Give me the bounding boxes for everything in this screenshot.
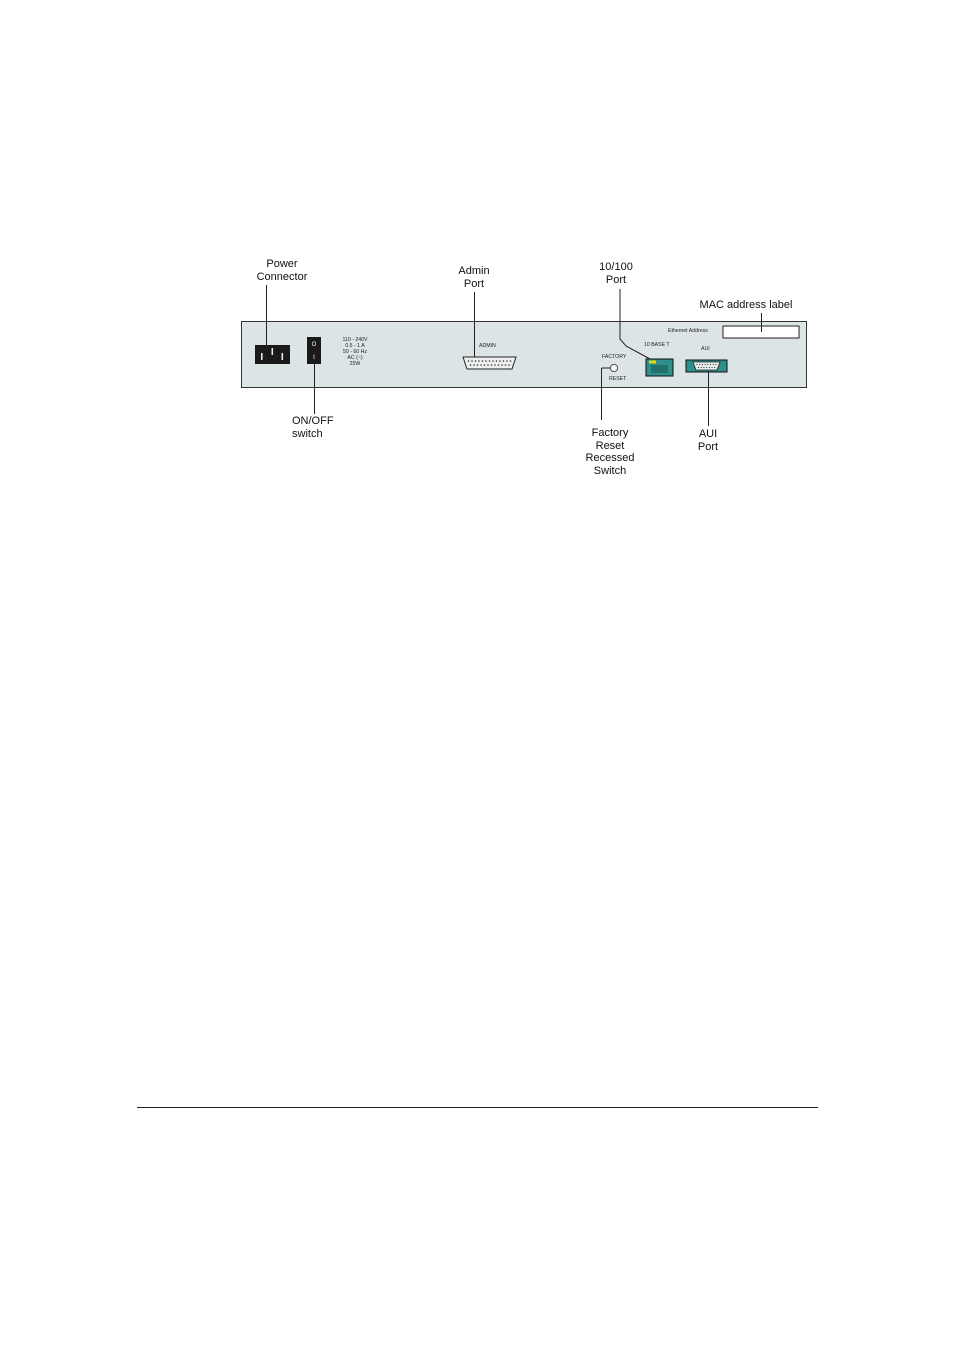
connector-pin: [492, 360, 494, 362]
callout-10-100-port-line2: Port: [605, 273, 627, 286]
connector-pin: [710, 364, 711, 365]
callout-10-100-port-line1: 10/100: [599, 261, 633, 273]
callout-factory-reset-line2: Reset: [595, 439, 625, 452]
connector-pin: [491, 364, 493, 366]
callout-on-off-line1: ON/OFF: [292, 415, 334, 427]
power-connector: [255, 345, 290, 364]
connector-pin: [705, 364, 706, 365]
connector-pin: [699, 364, 700, 365]
callout-factory-reset-line3: Recessed: [585, 452, 635, 464]
connector-pin: [470, 364, 472, 366]
footer-rule: [137, 1107, 818, 1108]
connector-pin: [489, 360, 491, 362]
aui-port-label: AUI: [701, 346, 710, 352]
connector-pin: [506, 360, 508, 362]
callout-mac-address-label-text: MAC address label: [699, 299, 793, 311]
on-off-switch: [307, 337, 321, 364]
ethernet-address-label: Ethernet Address: [668, 328, 708, 334]
connector-pin: [703, 367, 704, 368]
callout-admin-port-line2: Port: [463, 277, 485, 290]
connector-pin: [468, 360, 470, 362]
connector-pin: [487, 364, 489, 366]
switch-on-glyph: I: [313, 355, 315, 361]
connector-pin: [696, 364, 697, 365]
connector-pin: [494, 364, 496, 366]
connector-pin: [503, 360, 505, 362]
connector-pin: [478, 360, 480, 362]
connector-pin: [477, 364, 479, 366]
connector-pin: [709, 367, 710, 368]
connector-pin: [702, 364, 703, 365]
aui-port: [686, 360, 727, 372]
connector-pin: [485, 360, 487, 362]
callout-admin-port-line1: Admin: [458, 265, 490, 277]
callout-on-off-line2: switch: [292, 427, 323, 440]
connector-pin: [713, 364, 714, 365]
power-rating-watts: 25W: [349, 361, 361, 367]
10-base-t-label: 10 BASE T: [644, 342, 670, 348]
admin-port: [463, 357, 516, 369]
callout-power-connector-line2: Connector: [256, 270, 308, 283]
connector-pin: [508, 364, 510, 366]
callout-aui-port-line1: AUI: [698, 428, 718, 440]
connector-pin: [498, 364, 500, 366]
connector-pin: [714, 367, 715, 368]
admin-port-label: ADMIN: [479, 343, 496, 349]
connector-pin: [510, 360, 512, 362]
power-rating-frequency: 50 - 60 Hz: [343, 349, 367, 355]
leader-10-100-port: [620, 289, 650, 359]
power-rating-voltage: 110 - 240V: [342, 337, 368, 343]
connector-pin: [473, 364, 475, 366]
callout-aui-port-line2: Port: [697, 440, 719, 453]
connector-pin: [698, 367, 699, 368]
connector-pin: [480, 364, 482, 366]
factory-label: FACTORY: [602, 354, 627, 360]
link-led: [649, 361, 656, 364]
connector-pin: [715, 364, 716, 365]
power-rating-current: 0.5 - 1 A: [345, 343, 365, 349]
connector-pin: [711, 367, 712, 368]
callout-factory-reset-line1: Factory: [591, 427, 629, 439]
factory-reset-button: [610, 364, 617, 371]
connector-pin: [496, 360, 498, 362]
connector-pin: [706, 367, 707, 368]
connector-pin: [505, 364, 507, 366]
callout-factory-reset-line4: Switch: [593, 464, 627, 477]
reset-label: RESET: [609, 376, 627, 382]
power-rating-ac: AC (~): [347, 355, 363, 361]
connector-pin: [484, 364, 486, 366]
callout-power-connector-line1: Power: [266, 258, 298, 270]
ethernet-10-100-port: [646, 359, 673, 376]
connector-pin: [482, 360, 484, 362]
connector-pin: [707, 364, 708, 365]
connector-pin: [475, 360, 477, 362]
connector-pin: [501, 364, 503, 366]
connector-pin: [499, 360, 501, 362]
switch-off-glyph: O: [311, 342, 317, 348]
connector-pin: [471, 360, 473, 362]
connector-pin: [701, 367, 702, 368]
power-rating-text: [335, 337, 375, 367]
